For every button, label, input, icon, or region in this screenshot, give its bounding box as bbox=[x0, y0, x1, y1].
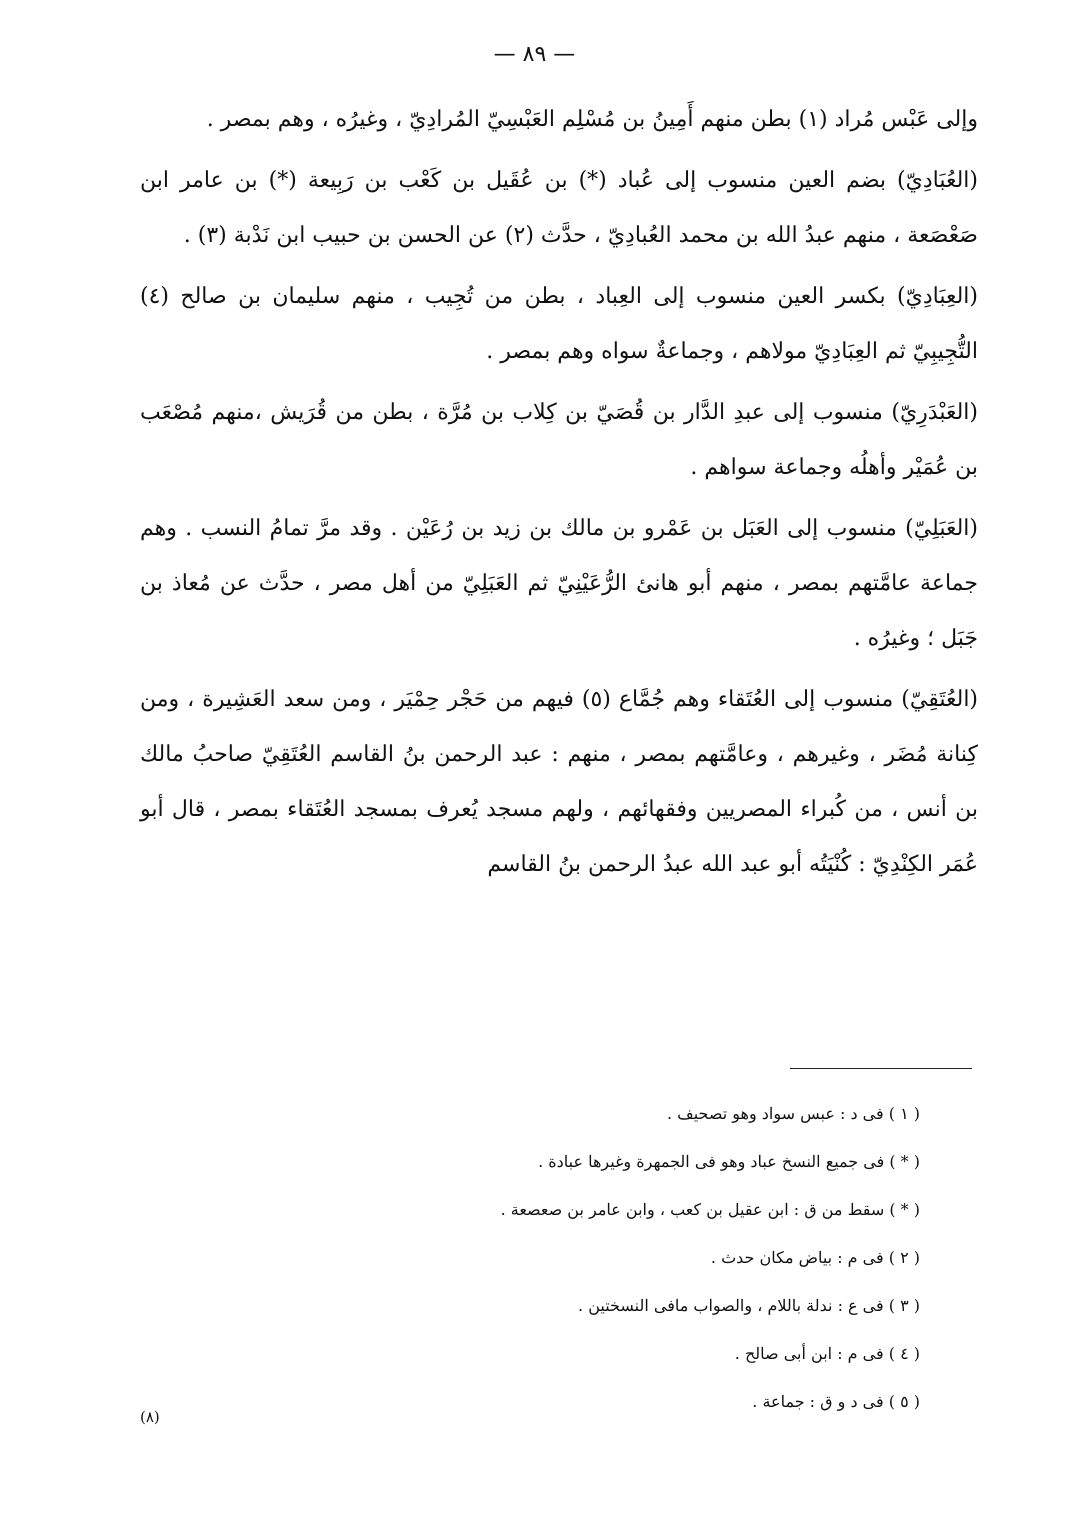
footnote-2: ( ٢ ) فى م : بياض مكان حدث . bbox=[710, 1248, 920, 1267]
footnotes bbox=[200, 1090, 920, 1426]
paragraph-al-abali: (العَبَلِيّ) منسوب إلى العَبَل بن عَمْرو بن مالك بن زيد بن رُعَيْن . وقد مرَّ تمامُ النسب . وهم جماعة عامَّتهم بمصر ، منهم أبو هانئ الرُّعَيْنِيّ ثم العَبَلِيّ من أهل مصر ، حدَّث عن مُعاذ بن جَبَل ؛ وغيرُه . bbox=[140, 516, 978, 651]
gathering-signature: (٨) bbox=[140, 1408, 160, 1426]
paragraph-al-utaqi: (العُتَقِيّ) منسوب إلى العُتَقاء وهم جُمَّاع (٥) فيهم من حَجْر حِمْيَر ، ومن سعد العَشِيرة ، ومن كِنانة مُضَر ، وغيرهم ، وعامَّتهم بمصر ، منهم : عبد الرحمن بنُ القاسم العُتَقِيّ صاحبُ مالك بن أنس ، من كُبراء المصريين وفقهائهم ، ولهم مسجد يُعرف بمسجد العُتَقاء بمصر ، قال أبو عُمَر الكِنْدِيّ : كُنْيَتُه أبو عبد الله عبدُ الرحمن بنُ القاسم bbox=[140, 687, 979, 877]
footnote-star-1: ( * ) فى جميع النسخ عباد وهو فى الجمهرة وغيرها عبادة . bbox=[538, 1152, 920, 1171]
footnote-1: ( ١ ) فى د : عبس سواد وهو تصحيف . bbox=[666, 1104, 920, 1123]
footnote-3: ( ٣ ) فى ع : ندلة باللام ، والصواب مافى النسختين . bbox=[578, 1296, 920, 1315]
footnote-5: ( ٥ ) فى د و ق : جماعة . bbox=[752, 1392, 920, 1411]
footnote-divider bbox=[790, 1068, 972, 1069]
paragraph-al-abdari: (العَبْدَرِيّ) منسوب إلى عبدِ الدَّار بن قُصَيّ بن كِلاب بن مُرَّة ، بطن من قُرَيش ،منهم مُصْعَب بن عُمَيْر وأهلُه وجماعة سواهم . bbox=[140, 400, 978, 480]
main-text bbox=[140, 92, 978, 898]
paragraph-abs-murad: وإلى عَبْس مُراد (١) بطن منهم أَمِينُ بن مُسْلِم العَبْسِيّ المُرادِيّ ، وغيرُه ، وهم بمصر . bbox=[206, 107, 978, 132]
footnote-4: ( ٤ ) فى م : ابن أبى صالح . bbox=[734, 1344, 920, 1363]
paragraph-al-ibadi: (العِبَادِيّ) بكسر العين منسوب إلى العِباد ، بطن من تُجِيب ، منهم سليمان بن صالح (٤) التُّجِيبِيّ ثم العِبَادِيّ مولاهم ، وجماعةٌ سواه وهم بمصر . bbox=[140, 284, 978, 364]
footnote-star-2: ( * ) سقط من ق : ابن عقيل بن كعب ، وابن عامر بن صعصعة . bbox=[500, 1200, 920, 1219]
paragraph-al-ubadi: (العُبَادِيّ) بضم العين منسوب إلى عُباد (*) بن عُقَيل بن كَعْب بن رَبِيعة (*) بن عامر ابن صَعْصَعة ، منهم عبدُ الله بن محمد العُبادِيّ ، حدَّث (٢) عن الحسن بن حبيب ابن نَدْبة (٣) . bbox=[140, 168, 978, 248]
page-number: — ٨٩ — bbox=[493, 42, 576, 67]
